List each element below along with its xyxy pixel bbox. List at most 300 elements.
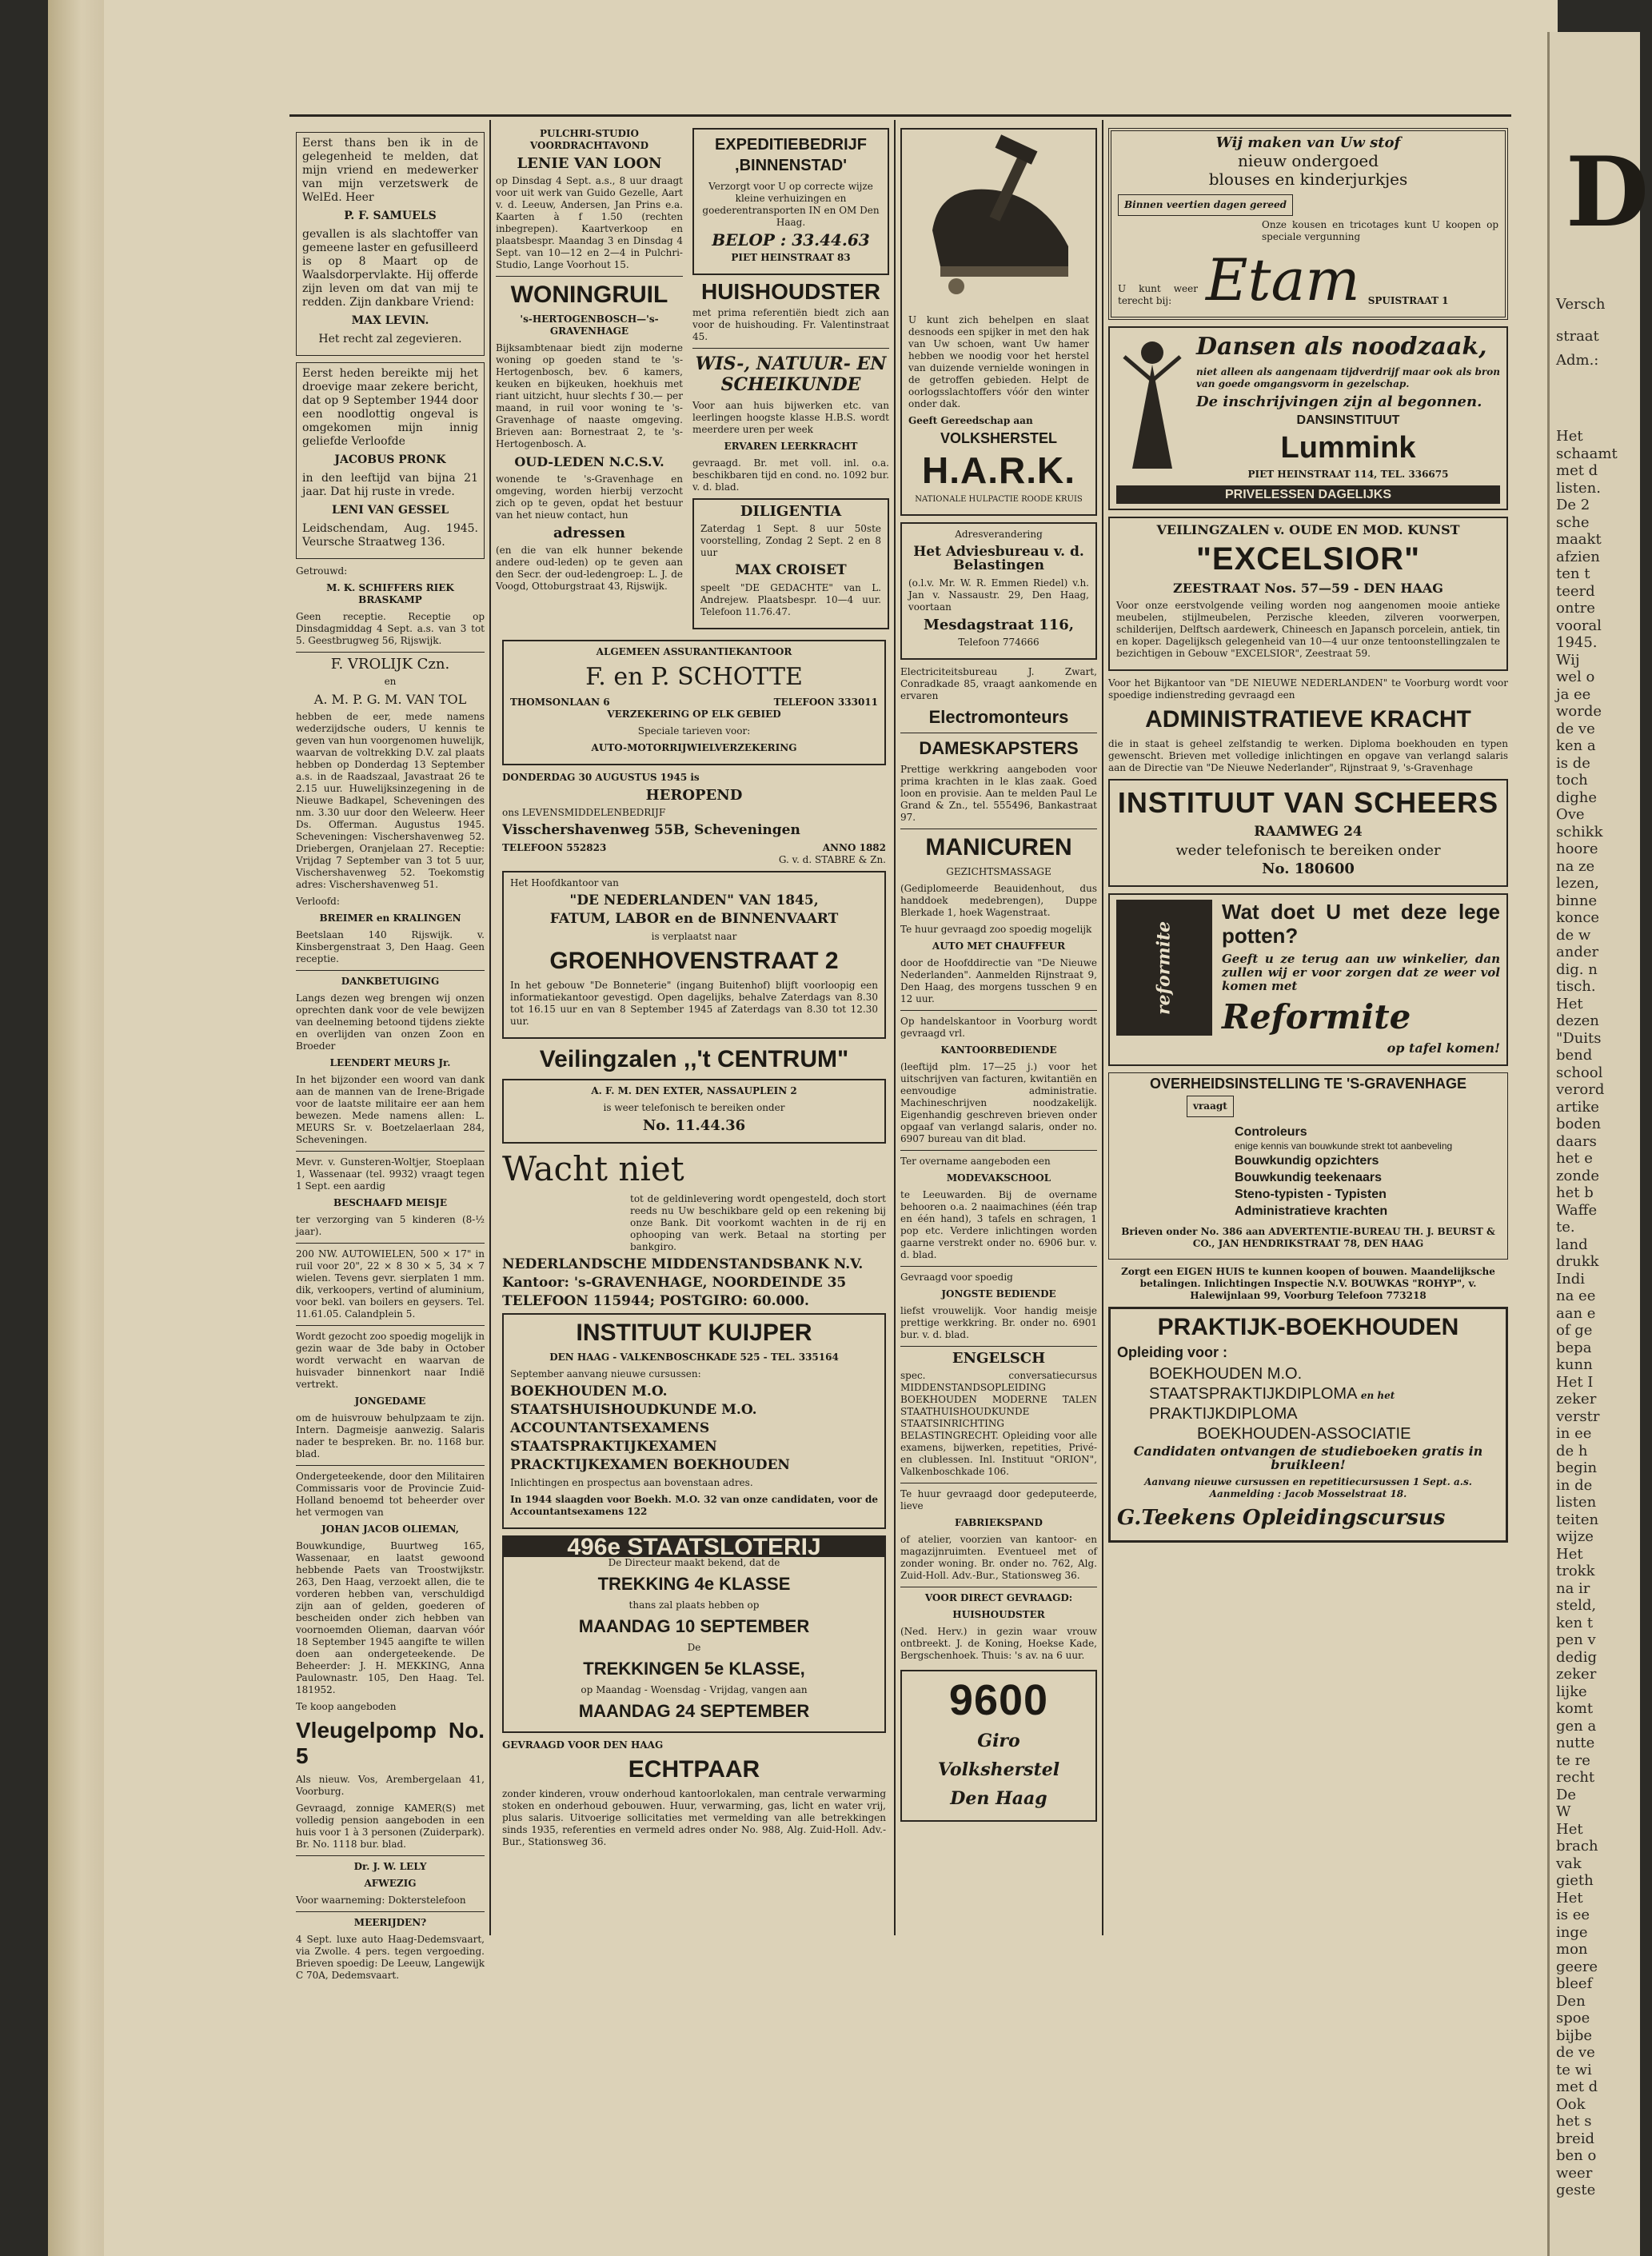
dans-name: Lummink <box>1280 431 1416 465</box>
loterij-line: De <box>687 1642 701 1653</box>
next-page-line: de ve <box>1556 2044 1595 2061</box>
next-page-line: verstr <box>1556 1408 1600 1425</box>
kap-heading: DAMESKAPSTERS <box>919 738 1079 758</box>
prak-sub: Opleiding voor : <box>1117 1344 1227 1360</box>
next-page-line: mon <box>1556 1941 1588 1958</box>
chauffeur-heading: AUTO MET CHAUFFEUR <box>932 940 1066 952</box>
prak-item: PRAKTIJKDIPLOMA <box>1149 1405 1298 1423</box>
notice-text: Eerst thans ben ik in de gelegenheid te melden, dat mijn vriend en medewerker van mijn verzetswerk de WelEd. Heer <box>302 137 478 204</box>
etam-line: blouses en kinderjurkjes <box>1208 170 1408 189</box>
notice-text: gevallen is als slachtoffer van gemeene laster en gefusilleerd is op 8 Maart op de Waalsdorpervlakte. Hij offerde zijn leven om dat van mij te redden. Zijn dankbare Vriend: <box>302 228 478 309</box>
next-page-line: ken a <box>1556 737 1596 754</box>
next-page-line: tisch. <box>1556 978 1596 995</box>
next-page-line: De 2 <box>1556 497 1590 513</box>
ad-heading: JOHAN JACOB OLIEMAN, <box>321 1523 459 1535</box>
engaged-names: BREIMER en KRALINGEN <box>319 912 461 924</box>
echtpaar-text: zonder kinderen, vrouw onderhoud kantoorlokalen, man centrale verwarming stoken en onderhoud gebouwen. Huur, verwarming, gas, licht en water vrij, plus salaris. Uitvoerige sollicitaties met vermelding van alle betrekkingen sinds 1935, referenties en vermeld adres onder No. 988, Alg. Zuid-Holl. Adv.-Bur., Stationsweg 36. <box>502 1788 886 1847</box>
next-page-line: breid <box>1556 2130 1595 2147</box>
notice-samuels <box>296 132 485 356</box>
ad-text: Ondergeteekende, door den Militairen Commissaris voor de Provincie Zuid-Holland benoemd tot beheerder over het vermogen van <box>296 1471 485 1518</box>
hark-give: Geeft Gereedschap aan <box>908 415 1033 426</box>
next-page-line: in ee <box>1556 1425 1592 1442</box>
ad-heading: JONGEDAME <box>354 1396 426 1407</box>
next-page-line: trokk <box>1556 1563 1595 1579</box>
etam-ad <box>1108 128 1508 320</box>
exp-text: Verzorgt voor U op correcte wijze kleine verhuizingen en goederentransporten IN en OM Den Haag. <box>702 181 880 228</box>
woningruil-sub: 's-HERTOGENBOSCH—'s-GRAVENHAGE <box>520 313 659 337</box>
centrum-text: is weer telefonisch te bereiken onder <box>603 1102 785 1113</box>
next-page-line: Indi <box>1556 1270 1585 1288</box>
sch-tel: No. 180600 <box>1262 860 1355 877</box>
next-page-line: "Duits <box>1556 1029 1602 1047</box>
column-2-wide <box>502 640 886 1927</box>
sch-heading: INSTITUUT VAN SCHEERS <box>1117 786 1499 819</box>
ned-street: GROENHOVENSTRAAT 2 <box>549 948 839 974</box>
next-page-line: listen <box>1556 1494 1597 1511</box>
next-page-line: de h <box>1556 1442 1588 1459</box>
next-page-line: wel o <box>1556 669 1595 685</box>
vleugel-heading: Vleugelpomp No. 5 <box>296 1718 485 1768</box>
engaged-text: Beetslaan 140 Rijswijk. v. Kinsbergenstraat 3, Den Haag. Geen receptie. <box>296 929 485 964</box>
exc-addr: ZEESTRAAT Nos. 57—59 - DEN HAAG <box>1173 581 1443 596</box>
column-2 <box>496 128 683 624</box>
next-page-line: inge <box>1556 1923 1588 1941</box>
next-page-line: ja ee <box>1556 685 1591 703</box>
echtpaar-heading: ECHTPAAR <box>628 1756 760 1783</box>
kuijper-course: ACCOUNTANTSEXAMENS <box>510 1420 710 1436</box>
ned-name: "DE NEDERLANDEN" VAN 1845, <box>569 892 819 908</box>
adv-heading: Adresverandering <box>955 529 1043 540</box>
next-page-line: Versch <box>1556 296 1606 313</box>
next-page-line: boden <box>1556 1116 1602 1132</box>
next-page-line: bepa <box>1556 1339 1592 1356</box>
centrum-tel: No. 11.44.36 <box>642 1117 746 1134</box>
echtpaar-top: GEVRAAGD VOOR DEN HAAG <box>502 1739 664 1751</box>
admin-text: die in staat is geheel zelfstandig te werken. Diploma boekhouden en typen gewenscht. Brieven met volledige inlichtingen en opgave van verlangd salaris aan de Directie van "De Nieuwe Nederlander", Rijnstraat 9, 's-Gravenhage <box>1108 738 1508 773</box>
mode-text: te Leeuwarden. Bij de overname behooren o.a. 2 naaimachines (één trap en één hand), 3 tafels en schragen, 1 pop etc. Verdere inlichtingen worden gaarne verstrekt onder no. 6906 bur. v. d. blad. <box>900 1189 1097 1260</box>
etam-line: Onze kousen en tricotages kunt U koopen op speciale vergunning <box>1262 219 1498 242</box>
giro-number: 9600 <box>948 1676 1049 1724</box>
next-page-line: lijke <box>1556 1683 1587 1700</box>
hh-top: VOOR DIRECT GEVRAAGD: <box>924 1592 1073 1603</box>
next-page-line: schaamt <box>1556 445 1618 462</box>
next-page-line: Waffe <box>1556 1201 1598 1219</box>
column-rule-3 <box>1102 120 1103 1935</box>
next-page-line: met d <box>1556 462 1598 479</box>
next-page-line: recht <box>1556 1769 1595 1786</box>
prak-item: BOEKHOUDEN M.O. <box>1149 1365 1303 1383</box>
notice-sign: LENI VAN GESSEL <box>331 504 449 517</box>
next-page-line: schikk <box>1556 823 1603 841</box>
next-page-line: wijze <box>1556 1528 1594 1545</box>
next-page-line: spoe <box>1556 2010 1590 2026</box>
kuijper-addr: DEN HAAG - VALKENBOSCHKADE 525 - TEL. 335164 <box>549 1352 839 1363</box>
schotte-line: VERZEKERING OP ELK GEBIED <box>607 709 781 720</box>
next-page-line: Het <box>1556 1545 1583 1563</box>
next-page-line: verord <box>1556 1081 1605 1098</box>
next-page-line: Het <box>1556 1820 1583 1838</box>
next-page-line: Het <box>1556 428 1583 445</box>
thanks-text: Langs dezen weg brengen wij onzen oprechten dank voor de vele bewijzen van deelneming betoond tijdens ziekte en overlijden van onzen Zoon en Broeder <box>296 992 485 1052</box>
column-rule-2 <box>894 120 896 1935</box>
dans-text: niet alleen als aangenaam tijdverdrijf maar ook als bron van goede omgangsvorm in gezelschap. <box>1196 366 1500 389</box>
wis-text: gevraagd. Br. met voll. inl. o.a. beschikbaren tijd en cond. no. 1092 bur. v. d. blad. <box>692 457 889 493</box>
next-page-line: geere <box>1556 1958 1598 1975</box>
ad-text: Wordt gezocht zoo spoedig mogelijk in gezin waar de 3de baby in October wordt verwacht en waarvan de huisvader binnenkort naar Indië vertrekt. <box>296 1331 485 1390</box>
man-text: Te huur gevraagd zoo spoedig mogelijk <box>900 924 1092 935</box>
centrum-ad <box>502 1079 886 1144</box>
stabre-addr: Visschershavenweg 55B, Scheveningen <box>502 822 800 838</box>
ned-moved: is verplaatst naar <box>651 931 737 942</box>
elec-text: Electriciteitsbureau J. Zwart, Conradkade 85, vraagt aankomende en ervaren <box>900 666 1097 701</box>
loterij-line: MAANDAG 24 SEPTEMBER <box>578 1701 810 1721</box>
top-rule <box>289 114 1511 117</box>
kuijper-course: PRACKTIJKEXAMEN BOEKHOUDEN <box>510 1457 790 1473</box>
next-page-line: geste <box>1556 2182 1596 2198</box>
next-page-line: dighe <box>1556 789 1598 806</box>
vrolijk-partner: A. M. P. G. M. VAN TOL <box>313 692 467 707</box>
loterij-line: De Directeur maakt bekend, dat de <box>608 1557 780 1568</box>
next-page-headline: D <box>1566 136 1650 249</box>
etam-line: nieuw ondergoed <box>1237 151 1379 170</box>
rohyp-text: Zorgt een EIGEN HUIS te kunnen koopen of bouwen. Maandelijksche betalingen. Inlichtingen Inspectie N.V. BOUWKAS "ROHYP", v. Halewijnlaan 99, Voorburg Telefoon 773218 <box>1121 1266 1495 1301</box>
etam-line: Wij maken van Uw stof <box>1215 134 1401 151</box>
dans-ad <box>1108 326 1508 510</box>
ad-text: om de huisvrouw behulpzaam te zijn. Intern. Dagmeisje aanwezig. Salaris nader te bespreken. Br. no. 1168 bur. blad. <box>296 1412 485 1459</box>
etam-line: U kunt weer terecht bij: <box>1118 283 1198 306</box>
next-page-line: school <box>1556 1064 1603 1081</box>
reformite-jar: reformite <box>1116 900 1212 1036</box>
dans-heading: Dansen als noodzaak, <box>1196 333 1487 361</box>
ad-text: 4 Sept. luxe auto Haag-Dedemsvaart, via Zwolle. 4 pers. tegen vergoeding. Brieven spoedig: De Leeuw, Langewijk C 70A, Dedemsvaart. <box>296 1934 485 1981</box>
thanks-text: In het bijzonder een woord van dank aan de mannen van de Irene-Brigade voor de laatste militaire eer aan hem bewezen. Mede namens allen: L. MEURS Sr. v. Boetzelaerlaan 284, Scheveningen. <box>296 1074 485 1145</box>
next-page-line: gieth <box>1556 1872 1594 1889</box>
next-page-line: in de <box>1556 1476 1593 1494</box>
ad-text: Bouwkundige, Buurtweg 165, Wassenaar, en laatst gewoond hebbende Paets van Troostwijkstr. 263, Den Haag, verzoekt allen, die te vorderen hebben van, verschuldigd zijn aan of gelden, goederen of bescheiden onder zich hebben van voornoemden Olieman, daarvan vóór 18 September 1945 aangifte te willen doen aan ondergeteekende. De Beheerder: J. H. MEKKING, Anna Paulownastr. 105, Den Haag. Tel. 181952. <box>296 1540 485 1695</box>
next-page-line: lezen, <box>1556 875 1599 892</box>
page-edge <box>48 0 104 2256</box>
overheid-ad <box>1108 1072 1508 1260</box>
wacht-tel: TELEFOON 115944; POSTGIRO: 60.000. <box>502 1293 809 1309</box>
dans-inst: DANSINSTITUUT <box>1296 413 1400 427</box>
jong-text: liefst vrouwelijk. Voor handig meisje prettige werkkring. Br. onder no. 6901 bur. v. d. blad. <box>900 1305 1097 1340</box>
hark-ad <box>900 128 1097 516</box>
next-page-line: aan e <box>1556 1304 1596 1322</box>
centrum-heading: Veilingzalen ,,'t CENTRUM" <box>539 1046 849 1072</box>
ref-text: Geeft u ze terug aan uw winkelier, dan zullen wij er voor zorgen dat ze weer vol komen met <box>1222 952 1500 993</box>
jong-heading: JONGSTE BEDIENDE <box>941 1288 1056 1300</box>
adv-tel: Telefoon 774666 <box>958 637 1039 648</box>
ad-text: Te koop aangeboden <box>296 1701 397 1712</box>
next-page-line: na ze <box>1556 857 1595 875</box>
wis-heading: WIS-, NATUUR- EN SCHEIKUNDE <box>695 353 887 395</box>
next-page-line: komt <box>1556 1700 1594 1717</box>
mode-top: Ter overname aangeboden een <box>900 1156 1051 1167</box>
next-page-line: hoore <box>1556 841 1598 857</box>
man-sub: GEZICHTSMASSAGE <box>946 866 1051 877</box>
ncsv-text: (en die van elk hunner bekende andere oud-leden) op te geven aan den Secr. der oud-ledengroep: L. J. de Voogd, Ottoburgstraat 43, Rijswijk. <box>496 545 683 592</box>
etam-banner: Binnen veertien dagen gereed <box>1118 194 1293 216</box>
giro-line: Den Haag <box>950 1788 1047 1809</box>
pulchri-text: op Dinsdag 4 Sept. a.s., 8 uur draagt voor uit werk van Guido Gezelle, Aart v. d. Leeuw, Andersen, Jan Prins e.a. Kaarten à f 1.50 (rechten inbegrepen). Kaartverkoop en plaatsbespr. Maandag 3 en Dinsdag 4 Sept. van 10—12 en 2—4 in Pulchri-Studio, Lange Voorhout 15. <box>496 175 683 270</box>
next-page-line: listen. <box>1556 479 1601 497</box>
reformite-ad <box>1108 893 1508 1066</box>
dans-script: De inschrijvingen zijn al begonnen. <box>1196 393 1482 410</box>
next-page-line: met d <box>1556 2078 1598 2095</box>
kuijper-foot: Inlichtingen en prospectus aan bovenstaan adres. <box>510 1477 753 1488</box>
stabre-tel: TELEFOON 552823 <box>502 842 607 853</box>
next-page-line: Ook <box>1556 2095 1586 2113</box>
loterij-line: TREKKINGEN 5e KLASSE, <box>583 1659 805 1679</box>
ref-brand: Reformite <box>1222 997 1411 1036</box>
hark-text: U kunt zich behelpen en slaat desnoods een spijker in met den hak van Uw schoen, want Uw hamer hebben we noodig voor het herstel van duizende vernielde woningen in de getroffen gebieden. Helpt de oorlogsslachtoffers vóór den winter onder dak. <box>908 314 1089 409</box>
ned-top: Het Hoofdkantoor van <box>510 877 619 888</box>
ref-foot: op tafel komen! <box>1387 1040 1500 1056</box>
next-page-line: land <box>1556 1236 1588 1253</box>
next-page-line: gen a <box>1556 1717 1597 1735</box>
next-page-line: brach <box>1556 1838 1598 1855</box>
stabre-date: DONDERDAG 30 AUGUSTUS 1945 is <box>502 772 700 783</box>
jong-top: Gevraagd voor spoedig <box>900 1272 1013 1283</box>
column-rule-1 <box>489 120 491 1935</box>
prak-item: BOEKHOUDEN-ASSOCIATIE <box>1197 1425 1411 1443</box>
man-text: (Gediplomeerde Beauidenhout, dus handdoek medebrengen), Duppe Blerkade 1, hoek Wagenstraat. <box>900 883 1097 918</box>
dans-foot: PRIVELESSEN DAGELIJKS <box>1116 485 1500 504</box>
dili-text: speelt "DE GEDACHTE" van L. Andrejew. Plaatsbespr. 10—4 uur. Telefoon 11.76.47. <box>700 582 881 617</box>
notice-pronk <box>296 362 485 559</box>
column-5 <box>1108 128 1508 1927</box>
fab-top: Te huur gevraagd door gedeputeerde, lieve <box>900 1488 1097 1511</box>
ad-heading: BESCHAAFD MEISJE <box>333 1197 448 1208</box>
adviesbureau-ad <box>900 522 1097 660</box>
ad-text: 200 NW. AUTOWIELEN, 500 × 17" in ruil voor 20", 22 × 8 30 × 5, 34 × 7 wielen. Tevens gevr. sierplaten 1 mm. dik, verkoopers, vertind of aluminium, voor bekl. van boilers en geysers. Tel. 11.61.05. Calandplein 5. <box>296 1248 485 1320</box>
next-page-line: bend <box>1556 1047 1593 1064</box>
next-page-line: 1945. <box>1556 634 1598 651</box>
exp-heading: EXPEDITIEBEDRIJF ,BINNENSTAD' <box>714 136 868 174</box>
next-page-line: het b <box>1556 1184 1594 1201</box>
next-page-line: de w <box>1556 926 1591 944</box>
exp-phone: BELOP : 33.44.63 <box>712 230 870 250</box>
loterij-ad <box>502 1535 886 1733</box>
schotte-tel: TELEFOON 333011 <box>773 697 878 708</box>
notice-sign: MAX LEVIN. <box>351 314 429 327</box>
schotte-line: AUTO-MOTORRIJWIELVERZEKERING <box>591 742 797 753</box>
huishoudster-text: met prima referentiën biedt zich aan voor de huishouding. Fr. Valentinstraat 45. <box>692 307 889 342</box>
mode-heading: MODEVAKSCHOOL <box>946 1172 1051 1184</box>
hh-text: (Ned. Herv.) in gezin waar vrouw ontbreekt. J. de Koning, Hoekse Kade, Bergschenhoek. Thuis: 's av. na 6 uur. <box>900 1626 1097 1661</box>
dans-addr: PIET HEINSTRAAT 114, TEL. 336675 <box>1247 469 1449 480</box>
next-page-line: dedig <box>1556 1648 1597 1666</box>
next-page-line: steld, <box>1556 1597 1597 1614</box>
next-page-line: zeker <box>1556 1391 1597 1408</box>
next-page-line: Wij <box>1556 651 1580 669</box>
diligentia-ad <box>692 498 889 629</box>
ovh-foot: Brieven onder No. 386 aan ADVERTENTIE-BUREAU TH. J. BEURST & CO., JAN HENDRIKSTRAAT 78, DEN HAAG <box>1121 1226 1495 1249</box>
kuijper-foot: In 1944 slaagden voor Boekh. M.O. 32 van onze candidaten, voor de Accountantsexamens 122 <box>510 1494 878 1517</box>
ovh-job: Bouwkundig teekenaars <box>1235 1171 1383 1184</box>
next-page-line: W <box>1556 1803 1571 1820</box>
ad-text: ter verzorging van 5 kinderen (8-½ jaar). <box>296 1214 485 1237</box>
loterij-heading: 496e STAATSLOTERIJ <box>504 1537 884 1557</box>
eng-text: spec. conversatiecursus MIDDENSTANDSOPLEIDING BOEKHOUDEN MODERNE TALEN STAATHUISHOUDKUNDE STAATSINRICHTING BELASTINGRECHT. Opleiding voor alle examens, bijwerken, repetities, Privé- en clublessen. Inl. Instituut "ORION", Valkenboschkade 106. <box>900 1370 1097 1477</box>
loterij-line: op Maandag - Woensdag - Vrijdag, vangen aan <box>581 1684 808 1695</box>
scheers-ad <box>1108 779 1508 887</box>
praktijk-ad <box>1108 1307 1508 1543</box>
ad-text: Mevr. v. Gunsteren-Woltjer, Stoeplaan 1, Wassenaar (tel. 9932) vraagt tegen 1 Sept. een aardig <box>296 1156 485 1192</box>
next-page-line: na ee <box>1556 1288 1596 1304</box>
next-page-line: nutte <box>1556 1735 1595 1751</box>
column-3 <box>692 128 889 624</box>
kuijper-ad <box>502 1313 886 1529</box>
ad-text: Voor waarneming: Dokterstelefoon <box>296 1895 466 1906</box>
next-page-line: toch <box>1556 772 1588 789</box>
loterij-line: TREKKING 4e KLASSE <box>597 1574 791 1594</box>
next-page-line: sche <box>1556 513 1590 531</box>
next-page-line: artike <box>1556 1098 1599 1116</box>
kuijper-course: STAATSHUISHOUDKUNDE M.O. <box>510 1402 757 1418</box>
ovh-vraagt: vraagt <box>1187 1096 1234 1117</box>
kuijper-heading: INSTITUUT KUIJPER <box>576 1320 812 1346</box>
stabre-owner: G. v. d. STABRE & Zn. <box>778 854 886 865</box>
stabre-anno: ANNO 1882 <box>822 842 886 853</box>
notice-text: Het recht zal zegevieren. <box>318 333 462 345</box>
next-page-line: ten t <box>1556 565 1590 582</box>
dancer-illustration <box>1116 333 1188 477</box>
schotte-line: Speciale tarieven voor: <box>637 725 751 737</box>
ad-heading: AFWEZIG <box>364 1878 417 1889</box>
next-page-line: bijbe <box>1556 2026 1593 2044</box>
fab-text: of atelier, voorzien van kantoor- en magazijnruimten. Eventueel met of zonder woning. Br. onder no. 762, Alg. Zuid-Holl. Adv.-Bur., Stationsweg 36. <box>900 1534 1097 1581</box>
nederlanden-ad <box>502 871 886 1039</box>
next-page-line: daars <box>1556 1132 1597 1150</box>
kb-heading: KANTOORBEDIENDE <box>940 1044 1057 1056</box>
vrolijk-text: hebben de eer, mede namens wederzijdsche ouders, U kennis te geven van hun voorgenomen huwelijk, waarvan de voltrekking D.V. zal plaats hebben op Donderdag 13 September a.s. in de Raadszaal, Javastraat 26 te 2.15 uur. Huwelijksinzegening in de Nieuwe Badkapel, Scheveningen des nm. 3.30 uur door den Weleerw. Heer Ds. Offerman. Augustus 1945. Scheveningen: Vischershavenweg 52. Driebergen, Oranjelaan 27. Receptie: Vrijdag 7 September van 3 tot 5 uur, Vischershavenweg 52. Toekomstig adres: Vischershavenweg 51. <box>296 711 485 890</box>
schotte-ad <box>502 640 886 765</box>
chauffeur-text: door de Hoofddirectie van "De Nieuwe Nederlanden". Aanmelden Rijnstraat 9, Den Haag, des morgens tusschen 9 en 12 uur. <box>900 957 1097 1004</box>
stabre-text: ons LEVENSMIDDELENBEDRIJF <box>502 807 666 818</box>
next-page-line: bleef <box>1556 1975 1593 1992</box>
ad-text: Als nieuw. Vos, Arembergelaan 41, Voorburg. <box>296 1774 485 1797</box>
exc-top: VEILINGZALEN v. OUDE EN MOD. KUNST <box>1156 522 1460 537</box>
adv-addr: Mesdagstraat 116, <box>923 617 1075 633</box>
dili-heading: DILIGENTIA <box>740 503 842 520</box>
wacht-bank: NEDERLANDSCHE MIDDENSTANDSBANK N.V. <box>502 1256 864 1272</box>
excelsior-ad <box>1108 517 1508 671</box>
next-page-line: binne <box>1556 892 1598 909</box>
kuijper-course: STAATSPRAKTIJKEXAMEN <box>510 1439 717 1455</box>
next-page-line: de ve <box>1556 720 1595 737</box>
vrolijk-and: en <box>384 676 397 687</box>
next-page-line: te re <box>1556 1751 1590 1769</box>
adv-name: Het Adviesbureau v. d. Belastingen <box>913 544 1084 573</box>
ad-heading: MEERIJDEN? <box>353 1917 427 1928</box>
adv-text: (o.l.v. Mr. W. R. Emmen Riedel) v.h. Jan v. Nassaustr. 29, Den Haag, voortaan <box>908 577 1089 613</box>
next-page-line: ken t <box>1556 1614 1594 1631</box>
hark-sub: NATIONALE HULPACTIE ROODE KRUIS <box>915 495 1083 504</box>
hark-logo: H.A.R.K. <box>922 449 1075 491</box>
ovh-heading: OVERHEIDSINSTELLING TE 'S-GRAVENHAGE <box>1150 1076 1466 1092</box>
ovh-job: Administratieve krachten <box>1235 1204 1388 1218</box>
next-page-line: Het <box>1556 995 1583 1012</box>
next-page-line: straat <box>1556 328 1599 345</box>
next-page-line: Het <box>1556 1889 1583 1907</box>
dili-text: Zaterdag 1 Sept. 8 uur 50ste voorstelling, Zondag 2 Sept. 2 en 8 uur <box>700 523 881 558</box>
man-heading: MANICUREN <box>925 834 1072 860</box>
next-page-line: drukk <box>1556 1253 1599 1270</box>
wis-sub: ERVAREN LEERKRACHT <box>724 441 858 452</box>
next-page-line: Ove <box>1556 806 1585 823</box>
kuijper-course: BOEKHOUDEN M.O. <box>510 1384 668 1400</box>
thanks-name: LEENDERT MEURS Jr. <box>329 1057 451 1068</box>
next-page-line: ontre <box>1556 600 1595 617</box>
next-page-line: Adm.: <box>1556 352 1599 369</box>
exc-text: Voor onze eerstvolgende veiling worden nog aangenomen mooie antieke meubelen, stijlmeubelen, Perzische kleeden, zilveren voorwerpen, schilderijen, Delftsch aardewerk, Chineesch en Japansch porcelein, antiek, tin en koper. Dagelijksch gelegenheid van 10—4 uur onze tentoonstellingzalen te bezichtigen in Gebouw "EXCELSIOR", Zeestraat 59. <box>1116 600 1500 659</box>
next-page-line: te wi <box>1556 2061 1592 2078</box>
next-page-line: vak <box>1556 1855 1582 1872</box>
giro-ad <box>900 1670 1097 1822</box>
kuijper-text: September aanvang nieuwe cursussen: <box>510 1368 701 1380</box>
next-page-line: het e <box>1556 1150 1593 1167</box>
next-page-line: of ge <box>1556 1322 1593 1339</box>
pulchri-name: LENIE VAN LOON <box>517 155 662 172</box>
admin-heading: ADMINISTRATIEVE KRACHT <box>1145 706 1471 733</box>
shoe-hammer-illustration <box>908 134 1089 310</box>
column-1 <box>296 132 485 1981</box>
next-page-line: dig. n <box>1556 960 1598 978</box>
next-page-line: ben o <box>1556 2147 1597 2164</box>
prak-item: STAATSPRAKTIJKDIPLOMA <box>1149 1385 1357 1403</box>
pulchri-heading: PULCHRI-STUDIO VOORDRACHTAVOND <box>529 128 649 151</box>
ad-heading: Dr. J. W. LELY <box>353 1861 427 1872</box>
next-page-edge <box>1547 32 1650 2256</box>
etam-addr: SPUISTRAAT 1 <box>1367 295 1449 306</box>
ncsv-heading: OUD-LEDEN N.C.S.V. <box>514 454 664 469</box>
notice-text: Leidschendam, Aug. 1945. Veursche Straatweg 136. <box>302 522 478 549</box>
next-page-line: vooral <box>1556 617 1602 634</box>
next-page-line: dezen <box>1556 1012 1599 1029</box>
ovh-job: Steno-typisten - Typisten <box>1235 1188 1387 1201</box>
ned-text: In het gebouw "De Bonneterie" (ingang Buitenhof) blijft voorloopig een informatiekantoor gevestigd. Open dagelijks, behalve Zaterdags van 8.30 tot 16.15 uur en van 8 September 1945 af Zaterdags van 8.30 tot 12.30 uur. <box>510 980 878 1027</box>
prak-note: Candidaten ontvangen de studieboeken gratis in bruikleen! <box>1133 1443 1483 1472</box>
next-page-line: maakt <box>1556 531 1602 548</box>
wacht-text: tot de geldinlevering wordt opengesteld, doch stort reeds nu Uw beschikbare geld op een rekening bij onze Bank. Dit voorkomt wachten in de rij en ophooping van werk. Betaal na storting per bankgiro. <box>630 1193 886 1252</box>
prak-heading: PRAKTIJK-BOEKHOUDEN <box>1157 1314 1459 1340</box>
next-page-line: worde <box>1556 703 1602 720</box>
next-page-line: afzien <box>1556 548 1600 565</box>
kb-text: (leeftijd plm. 17—25 j.) voor het uitschrijven van facturen, kwitantiën en eenvoudige administratie. Machineschrijven noodzakelijk. Eigenhandig geschreven brieven onder opgaaf van verlangd salaris, onder no. 6907 bureau van dit blad. <box>900 1061 1097 1144</box>
next-page-line: kunn <box>1556 1356 1593 1373</box>
ned-name: FATUM, LABOR en de BINNENVAART <box>549 911 839 927</box>
loterij-line: thans zal plaats hebben op <box>628 1599 760 1611</box>
next-page-line: ander <box>1556 944 1599 960</box>
engaged-heading: Verloofd: <box>296 896 340 907</box>
next-page-line: weer <box>1556 2164 1593 2182</box>
next-page-line: pen v <box>1556 1631 1596 1648</box>
ovh-job: Bouwkundig opzichters <box>1235 1154 1379 1168</box>
centrum-addr: A. F. M. DEN EXTER, NASSAUPLEIN 2 <box>591 1085 797 1096</box>
next-page-line: begin <box>1556 1459 1598 1476</box>
elec-heading: Electromonteurs <box>928 707 1069 727</box>
fab-heading: FABRIEKSPAND <box>955 1517 1043 1528</box>
ncsv-word: adressen <box>553 525 625 541</box>
notice-text: Eerst heden bereikte mij het droevige maar zekere bericht, dat op 9 September 1944 door een noodlottig ongeval is omgekomen mijn innig geliefde Verloofde <box>302 367 478 448</box>
giro-line: Giro <box>977 1731 1020 1751</box>
ovh-note: enige kennis van bouwkunde strekt tot aanbeveling <box>1235 1140 1453 1152</box>
schotte-top: ALGEMEEN ASSURANTIEKANTOOR <box>596 646 792 657</box>
next-page-line: teiten <box>1556 1511 1599 1528</box>
stabre-heading: HEROPEND <box>645 787 743 804</box>
next-page-line: is de <box>1556 754 1590 772</box>
